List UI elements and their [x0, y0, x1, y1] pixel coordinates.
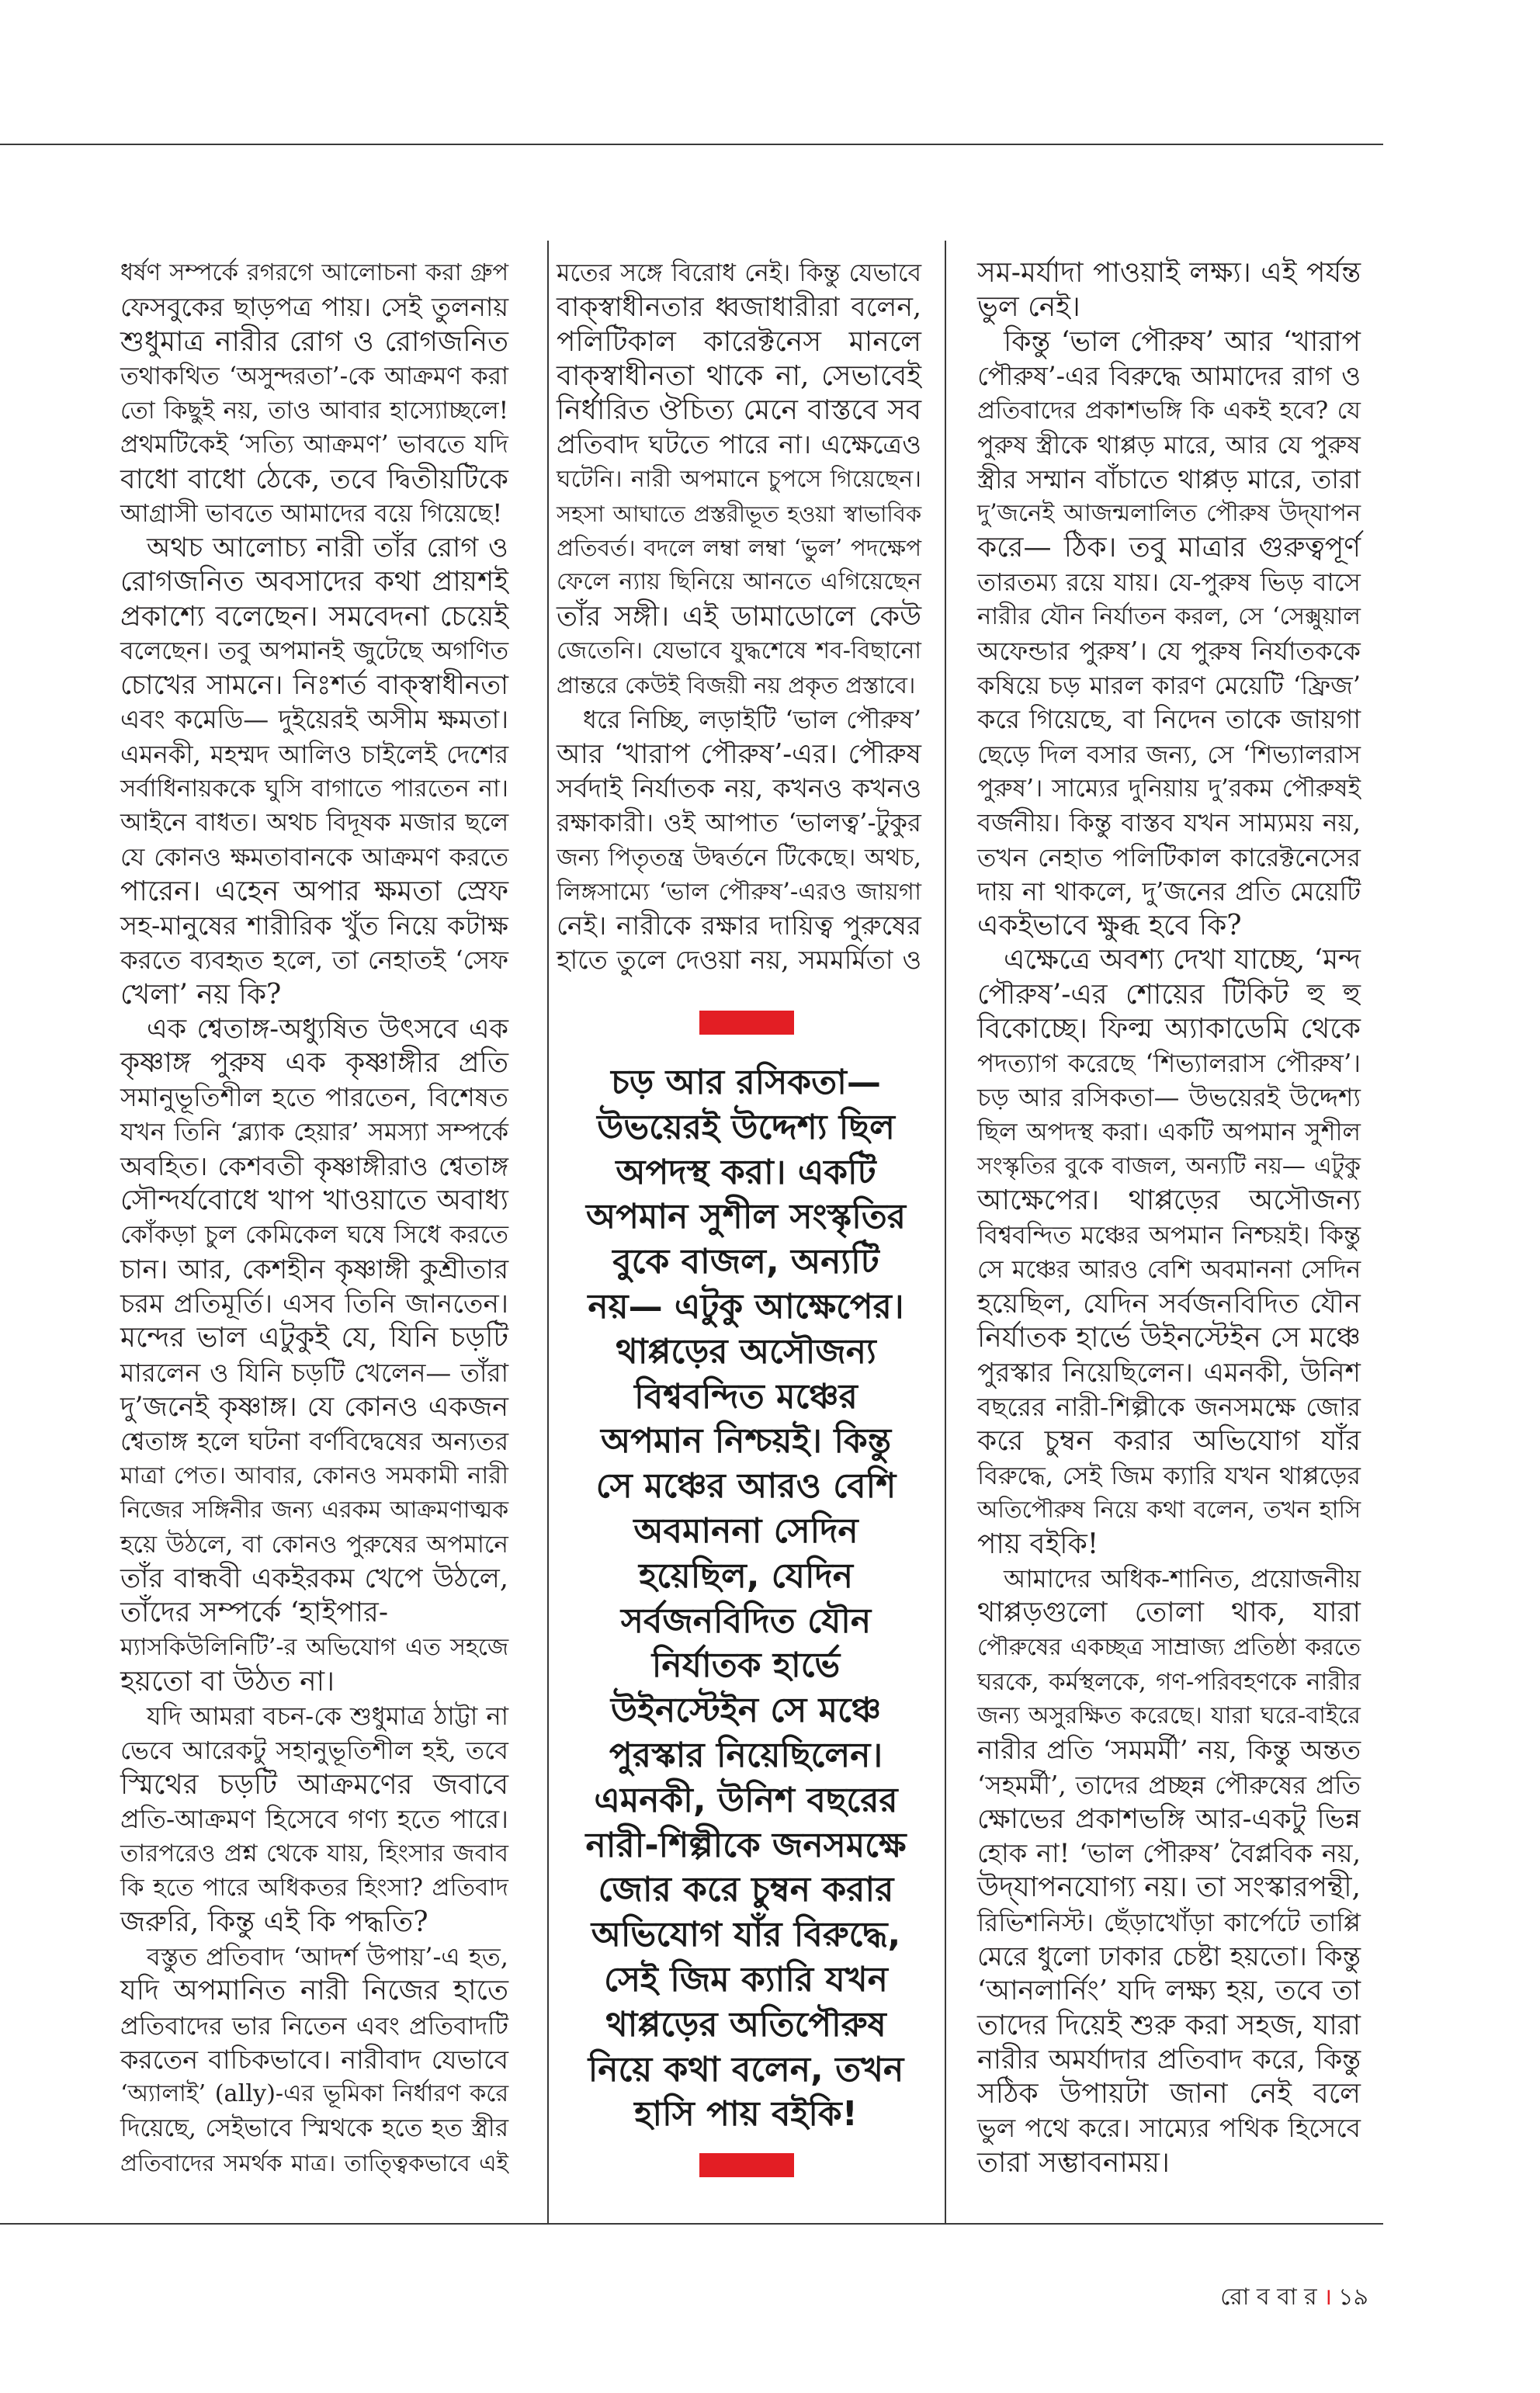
body-text-line: সর্বদাই নির্যাতক নয়, কখনও কখনও [557, 772, 921, 803]
pull-quote-line: অপমান নিশ্চয়ই। কিন্তু [600, 1421, 892, 1462]
body-text-line: মারলেন ও যিনি চড়টি খেলেন— তাঁরা [120, 1357, 508, 1388]
body-text-line: এক শ্বেতাঙ্গ-অধ্যুষিত উৎসবে এক [147, 1013, 508, 1045]
body-text-line: করতেন বাচিকভাবে। নারীবাদ যেভাবে [120, 2044, 508, 2075]
body-text-line: বিরুদ্ধে, সেই জিম ক্যারি যখন থাপ্পড়ের [977, 1461, 1361, 1491]
body-text-line: নারীর অমর্যাদার প্রতিবাদ করে, কিন্তু [977, 2044, 1361, 2076]
body-text-line: নির্ধারিত ঔচিত্য মেনে বাস্তবে সব [557, 394, 921, 427]
pull-quote-line: থাপ্পড়ের অসৌজন্য [616, 1331, 876, 1372]
pull-quote-line: নারী-শিল্পীকে জনসমক্ষে [585, 1825, 907, 1865]
body-text-line: রোগজনিত অবসাদের কথা প্রায়শই [120, 566, 508, 598]
body-text-line: হয়ে উঠলে, বা কোনও পুরুষের অপমানে [120, 1530, 508, 1559]
body-text-line: বিশ্ববন্দিত মঞ্চের অপমান নিশ্চয়ই। কিন্তু [977, 1220, 1361, 1250]
body-text-line: নারীর যৌন নির্যাতন করল, সে ‘সেক্সুয়াল [977, 602, 1361, 630]
body-text-line: কোঁকড়া চুল কেমিকেল ঘষে সিধে করতে [120, 1221, 508, 1250]
body-text-line: দু’জনেই কৃষ্ণাঙ্গ। যে কোনও একজন [120, 1391, 508, 1423]
body-text-line: মাত্রা পেত। আবার, কোনও সমকামী নারী [120, 1462, 508, 1490]
body-text-line: করতে ব্যবহৃত হলে, তা নেহাতই ‘সেফ [120, 945, 508, 976]
paragraph [977, 1562, 1361, 2180]
body-text-line: ছেড়ে দিল বসার জন্য, সে ‘শিভ্যালরাস [977, 739, 1361, 769]
body-text-line: কিন্তু ‘ভাল পৌরুষ’ আর ‘খারাপ [1004, 325, 1361, 358]
paragraph [977, 943, 1361, 1562]
pull-quote-line: অপমান সুশীল সংস্কৃতির [585, 1197, 907, 1237]
body-text-line: পুরুষ’। সাম্যের দুনিয়ায় দু’রকম পৌরুষই [977, 774, 1361, 803]
pull-quote-top-accent-bar [699, 1011, 794, 1035]
body-text-line: ক্ষোভের প্রকাশভঙ্গি আর-একটু ভিন্ন [977, 1802, 1361, 1835]
body-text-line: থাপ্পড়গুলো তোলা থাক, যারা [977, 1597, 1361, 1629]
body-text-line: আইনে বাধত। অথচ বিদূষক মজার ছলে [120, 809, 508, 838]
body-text-line: তাদের দিয়েই শুরু করা সহজ, যারা [977, 2009, 1361, 2041]
body-text-line: যদি অপমানিত নারী নিজের হাতে [120, 1975, 508, 2007]
body-text-line: এক্ষেত্রে অবশ্য দেখা যাচ্ছে, ‘মন্দ [1004, 944, 1361, 976]
body-text-line: জন্য অসুরক্ষিত করেছে। যারা ঘরে-বাইরে [977, 1702, 1361, 1730]
body-text-line: পৌরুষ’-এর শোয়ের টিকিট হু হু [977, 978, 1361, 1011]
paragraph [557, 702, 921, 977]
bottom-rule [0, 2223, 1383, 2225]
text-column-3 [977, 256, 1361, 2180]
body-text-line: প্রতিবাদের প্রকাশভঙ্গি কি একই হবে? যে [977, 397, 1361, 425]
body-text-line: তাঁর বান্ধবী একইরকম খেপে উঠলে, [120, 1562, 508, 1595]
body-text-line: জরুরি, কিন্তু এই কি পদ্ধতি? [120, 1906, 428, 1938]
body-text-line: দু’জনেই আজন্মলালিত পৌরুষ উদ্‌যাপন [977, 499, 1361, 527]
body-text-line: সম-মর্যাদা পাওয়াই লক্ষ্য। এই পর্যন্ত [977, 257, 1361, 289]
paragraph [977, 325, 1361, 944]
body-text-line: তাঁদের সম্পর্কে ‘হাইপার- [120, 1597, 389, 1629]
body-text-line: হোক না! ‘ভাল পৌরুষ’ বৈপ্লবিক নয়, [977, 1838, 1361, 1869]
body-text-line: করে— ঠিক। তবু মাত্রার গুরুত্বপূর্ণ [977, 532, 1361, 564]
body-text-line: ধরে নিচ্ছি, লড়াইটি ‘ভাল পৌরুষ’ [583, 705, 921, 735]
body-text-line: যে কোনও ক্ষমতাবানকে আক্রমণ করতে [120, 843, 508, 872]
body-text-line: ফেসবুকের ছাড়পত্র পায়। সেই তুলনায় [120, 292, 508, 323]
pull-quote-bottom-accent-bar [699, 2153, 794, 2177]
body-text-line: সহসা আঘাতে প্রস্তরীভূত হওয়া স্বাভাবিক [557, 500, 921, 527]
body-text-line: চোখের সামনে। নিঃশর্ত বাক্‌স্বাধীনতা [120, 670, 508, 702]
body-text-line: ছিল অপদস্থ করা। একটি অপমান সুশীল [977, 1118, 1361, 1146]
paragraph [557, 256, 921, 702]
body-text-line: সংস্কৃতির বুকে বাজল, অন্যটি নয়— এটুকু [977, 1152, 1361, 1180]
body-text-line: তো কিছুই নয়, তাও আবার হাস্যোচ্ছলে! [120, 397, 508, 425]
body-text-line: লিঙ্গসাম্যে ‘ভাল পৌরুষ’-এরও জায়গা [557, 877, 921, 906]
body-text-line: শ্বেতাঙ্গ হলে ঘটনা বর্ণবিদ্বেষের অন্যতর [120, 1427, 508, 1457]
body-text-line: হয়তো বা উঠত না। [120, 1665, 335, 1698]
body-text-line: খেলা’ নয় কি? [120, 978, 282, 1011]
body-text-line: ভেবে আরেকটু সহানুভূতিশীল হই, তবে [120, 1736, 508, 1766]
pull-quote-line: নিয়ে কথা বলেন, তখন [588, 2049, 904, 2090]
body-text-line: সমানুভূতিশীল হতে পারতেন, বিশেষত [120, 1082, 508, 1113]
body-text-line: জন্য পিতৃতন্ত্র উদ্বর্তনে টিকেছে। অথচ, [557, 843, 921, 872]
pull-quote-line: উইনস্টেইন সে মঞ্চে [610, 1691, 882, 1731]
body-text-line: দিয়েছে, সেইভাবে স্মিথকে হতে হত স্ত্রীর [120, 2114, 508, 2143]
text-column-1 [120, 256, 508, 2180]
pull-quote-line: চড় আর রসিকতা— [611, 1063, 881, 1102]
paragraph [977, 256, 1361, 325]
body-text-line: যদি আমরা বচন-কে শুধুমাত্র ঠাট্টা না [147, 1701, 508, 1732]
paragraph [120, 1940, 508, 2180]
pull-quote-line: সেই জিম ক্যারি যখন [604, 1959, 888, 1999]
pull-quote-line: অবমাননা সেদিন [633, 1510, 858, 1551]
body-text-line: বাক্‌স্বাধীনতার ধ্বজাধারীরা বলেন, [557, 292, 921, 324]
body-text-line: সর্বাধিনায়ককে ঘুসি বাগাতে পারতেন না। [120, 774, 508, 803]
body-text-line: চান। আর, কেশহীন কৃষ্ণাঙ্গী কুশ্রীতার [120, 1254, 508, 1285]
top-rule [0, 144, 1383, 145]
body-text-line: মেরে ধুলো ঢাকার চেষ্টা হয়তো। কিন্তু [977, 1941, 1361, 1973]
body-text-line: করে গিয়েছে, বা নিদেন তাকে জায়গা [977, 704, 1361, 735]
page-number: ১৯ [1338, 2284, 1368, 2311]
body-text-line: তাঁর সঙ্গী। এই ডামাডোলে কেউ [557, 600, 921, 633]
body-text-line: বাধো বাধো ঠেকে, তবে দ্বিতীয়টিকে [120, 463, 508, 495]
body-text-line: তারপরেও প্রশ্ন থেকে যায়, হিংসার জবাব [120, 1840, 508, 1868]
body-text-line: ঘরকে, কর্মস্থলকে, গণ-পরিবহণকে নারীর [977, 1667, 1361, 1696]
body-text-line: জেতেনি। যেভাবে যুদ্ধশেষে শব-বিছানো [557, 636, 921, 664]
body-text-line: পুরস্কার নিয়েছিলেন। এমনকী, উনিশ [977, 1357, 1361, 1389]
body-text-line: কৃষ্ণাঙ্গ পুরুষ এক কৃষ্ণাঙ্গীর প্রতি [120, 1047, 508, 1080]
text-column-2 [557, 256, 921, 978]
body-text-line: চড় আর রসিকতা— উভয়েরই উদ্দেশ্য [977, 1083, 1361, 1113]
body-text-line: দায় না থাকলে, দু’জনের প্রতি মেয়েটি [977, 876, 1361, 907]
body-text-line: পৌরুষের একচ্ছত্র সাম্রাজ্য প্রতিষ্ঠা করতে [977, 1633, 1361, 1661]
body-text-line: মতের সঙ্গে বিরোধ নেই। কিন্তু যেভাবে [557, 259, 921, 287]
paragraph [120, 256, 508, 531]
paragraph [120, 1699, 508, 1940]
body-text-line: প্রান্তরে কেউই বিজয়ী নয় প্রকৃত প্রস্তাবে। [557, 672, 916, 699]
body-text-line: ঘটেনি। নারী অপমানে চুপসে গিয়েছেন। [557, 465, 921, 493]
body-text-line: আগ্রাসী ভাবতে আমাদের বয়ে গিয়েছে! [120, 499, 503, 528]
body-text-line: অতিপৌরুষ নিয়ে কথা বলেন, তখন হাসি [977, 1496, 1361, 1524]
paragraph [120, 1012, 508, 1699]
body-text-line: রিভিশনিস্ট। ছেঁড়াখোঁড়া কার্পেটে তাপ্পি [977, 1907, 1361, 1937]
body-text-line: চরম প্রতিমূর্তি। এসব তিনি জানতেন। [120, 1288, 508, 1320]
body-text-line: সহ-মানুষের শারীরিক খুঁত নিয়ে কটাক্ষ [120, 910, 508, 942]
pull-quote-line: বুকে বাজল, অন্যটি [612, 1242, 879, 1282]
pull-quote [559, 1060, 933, 2137]
body-text-line: কি হতে পারে অধিকতর হিংসা? প্রতিবাদ [120, 1874, 508, 1902]
body-text-line: স্ত্রীর সম্মান বাঁচাতে থাপ্পড় মারে, তারা [977, 463, 1361, 494]
pull-quote-line: উভয়েরই উদ্দেশ্য ছিল [597, 1107, 895, 1147]
body-text-line: সঠিক উপায়টা জানা নেই বলে [977, 2078, 1361, 2110]
body-text-line: নির্যাতক হার্ভে উইনস্টেইন সে মঞ্চে [977, 1322, 1361, 1354]
pull-quote-line: হয়েছিল, যেদিন [639, 1555, 853, 1596]
body-text-line: বলেছেন। তবু অপমানই জুটেছে অগণিত [120, 636, 508, 665]
body-text-line: বাক্‌স্বাধীনতা থাকে না, সেভাবেই [557, 359, 921, 392]
pull-quote-line: বিশ্ববন্দিত মঞ্চের [634, 1376, 858, 1417]
body-text-line: এবং কমেডি— দুইয়েরই অসীম ক্ষমতা। [120, 704, 508, 735]
body-text-line: ধর্ষণ সম্পর্কে রগরগে আলোচনা করা গ্রুপ [120, 259, 508, 286]
body-text-line: ম্যাসকিউলিনিটি’-র অভিযোগ এত সহজে [120, 1633, 508, 1661]
body-text-line: প্রতিবাদের ভার নিতেন এবং প্রতিবাদটি [120, 2010, 508, 2041]
body-text-line: ভুল নেই। [977, 291, 1080, 324]
body-text-line: সে মঞ্চের আরও বেশি অবমাননা সেদিন [977, 1255, 1361, 1284]
body-text-line: শুধুমাত্র নারীর রোগ ও রোগজনিত [120, 325, 508, 358]
pull-quote-line: জোর করে চুম্বন করার [598, 1870, 894, 1910]
pull-quote-line: অপদস্থ করা। একটি [616, 1152, 876, 1192]
body-text-line: হাতে তুলে দেওয়া নয়, সমমর্মিতা ও [557, 945, 921, 976]
body-text-line: প্রতিবাদের সমর্থক মাত্র। তাত্ত্বিকভাবে এই [120, 2149, 508, 2176]
body-text-line: এমনকী, মহম্মদ আলিও চাইলেই দেশের [120, 739, 508, 769]
body-text-line: বর্জনীয়। কিন্তু বাস্তব যখন সাম্যময় নয়, [977, 808, 1361, 838]
body-text-line: প্রকাশ্যে বলেছেন। সমবেদনা চেয়েই [120, 600, 508, 633]
body-text-line: নেই। নারীকে রক্ষার দায়িত্ব পুরুষের [557, 910, 921, 942]
column-divider-2 [945, 241, 946, 2225]
body-text-line: ভুল পথে করে। সাম্যের পথিক হিসেবে [977, 2113, 1361, 2144]
body-text-line: প্রতিবর্ত। বদলে লম্বা লম্বা ‘ভুল’ পদক্ষেপ [557, 535, 921, 562]
body-text-line: ‘সহমর্মী’, তাদের প্রচ্ছন্ন পৌরুষের প্রতি [977, 1770, 1361, 1800]
footer-magazine-name: রো ব বা র [1220, 2284, 1317, 2311]
pull-quote-line: নির্যাতক হার্ভে [651, 1646, 841, 1686]
body-text-line: আমাদের অধিক-শানিত, প্রয়োজনীয় [1004, 1564, 1361, 1594]
body-text-line: অথচ আলোচ্য নারী তাঁর রোগ ও [147, 532, 508, 564]
body-text-line: সৌন্দর্যবোধে খাপ খাওয়াতে অবাধ্য [120, 1184, 508, 1217]
pull-quote-line: এমনকী, উনিশ বছরের [594, 1780, 898, 1820]
body-text-line: পদত্যাগ করেছে ‘শিভ্যালরাস পৌরুষ’। [977, 1049, 1361, 1079]
body-text-line: তখন নেহাত পলিটিকাল কারেক্টনেসের [977, 842, 1361, 872]
pull-quote-line: পুরস্কার নিয়েছিলেন। [609, 1735, 883, 1775]
body-text-line: হয়েছিল, যেদিন সর্বজনবিদিত যৌন [977, 1287, 1361, 1320]
body-text-line: রক্ষাকারী। ওই আপাত ‘ভালত্ব’-টুকুর [557, 808, 921, 838]
body-text-line: উদ্‌যাপনযোগ্য নয়। তা সংস্কারপন্থী, [977, 1871, 1361, 1904]
body-text-line: তথাকথিত ‘অসুন্দরতা’-কে আক্রমণ করা [120, 362, 508, 390]
body-text-line: পৌরুষ’-এর বিরুদ্ধে আমাদের রাগ ও [977, 360, 1361, 391]
body-text-line: আর ‘খারাপ পৌরুষ’-এর। পৌরুষ [557, 737, 921, 770]
body-text-line: মন্দের ভাল এটুকুই যে, যিনি চড়টি [120, 1322, 508, 1354]
body-text-line: পায় বইকি! [977, 1528, 1099, 1560]
body-text-line: তারতম্য রয়ে যায়। যে-পুরুষ ভিড় বাসে [977, 567, 1361, 598]
body-text-line: কষিয়ে চড় মারল কারণ মেয়েটি ‘ফ্রিজ’ [977, 671, 1361, 701]
body-text-line: স্মিথের চড়টি আক্রমণের জবাবে [120, 1768, 508, 1801]
body-text-line: যখন তিনি ‘ব্ল্যাক হেয়ার’ সমস্যা সম্পর্কে [120, 1118, 508, 1146]
body-text-line: অবহিত। কেশবতী কৃষ্ণাঙ্গীরাও শ্বেতাঙ্গ [120, 1150, 508, 1181]
body-text-line: বিকোচ্ছে। ফিল্ম অ্যাকাডেমি থেকে [977, 1012, 1361, 1045]
body-text-line: তারা সম্ভাবনাময়। [977, 2146, 1170, 2179]
column-divider-1 [547, 241, 549, 2225]
body-text-line: বছরের নারী-শিল্পীকে জনসমক্ষে জোর [977, 1391, 1361, 1422]
body-text-line: একইভাবে ক্ষুব্ধ হবে কি? [977, 910, 1242, 942]
body-text-line: করে চুম্বন করার অভিযোগ যাঁর [977, 1425, 1361, 1458]
body-text-line: বস্তুত প্রতিবাদ ‘আদর্শ উপায়’-এ হত, [147, 1942, 508, 1972]
pull-quote-line: থাপ্পড়ের অতিপৌরুষ [605, 2004, 886, 2044]
pull-quote-line: নয়— এটুকু আক্ষেপের। [588, 1286, 904, 1327]
pull-quote-line: অভিযোগ যাঁর বিরুদ্ধে, [591, 1915, 901, 1955]
body-text-line: পুরুষ স্ত্রীকে থাপ্পড় মারে, আর যে পুরুষ [977, 430, 1361, 460]
body-text-line: প্রতি-আক্রমণ হিসেবে গণ্য হতে পারে। [120, 1803, 508, 1834]
body-text-line: আক্ষেপের। থাপ্পড়ের অসৌজন্য [977, 1184, 1361, 1217]
pull-quote-line: সে মঞ্চের আরও বেশি [595, 1466, 897, 1507]
body-text-line: প্রথমটিকেই ‘সত্যি আক্রমণ’ ভাবতে যদি [120, 431, 508, 460]
body-text-line: নারীর প্রতি ‘সমমর্মী’ নয়, কিন্তু অন্তত [977, 1735, 1361, 1766]
page-footer [1136, 2279, 1368, 2316]
body-text-line: ফেলে ন্যায় ছিনিয়ে আনতে এগিয়েছেন [557, 568, 921, 596]
body-text-line: নিজের সঙ্গিনীর জন্য এরকম আক্রমণাত্মক [120, 1496, 508, 1524]
body-text-line: ‘আনলার্নিং’ যদি লক্ষ্য হয়, তবে তা [977, 1975, 1361, 2007]
pull-quote-line: হাসি পায় বইকি! [634, 2094, 858, 2135]
body-text-line: প্রতিবাদ ঘটতে পারে না। এক্ষেত্রেও [557, 429, 921, 460]
body-text-line: পারেন। এহেন অপার ক্ষমতা স্রেফ [120, 875, 508, 907]
paragraph [120, 531, 508, 1012]
pull-quote-line: সর্বজনবিদিত যৌন [620, 1601, 872, 1641]
footer-separator: । [1323, 2284, 1333, 2311]
body-text-line: পলিটিকাল কারেক্টনেস মানলে [557, 325, 921, 358]
body-text-line: ‘অ্যালাই’ (ally)-এর ভূমিকা নির্ধারণ করে [120, 2080, 508, 2108]
body-text-line: অফেন্ডার পুরুষ’। যে পুরুষ নির্যাতককে [977, 636, 1361, 666]
